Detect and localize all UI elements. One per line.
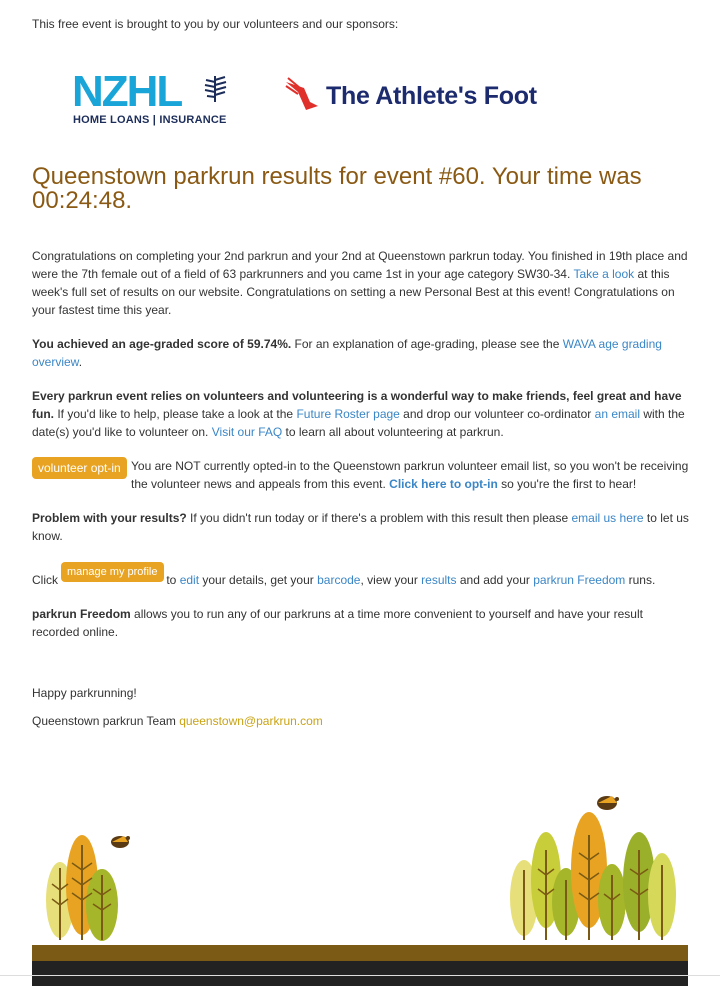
right-tree-cluster xyxy=(510,812,676,940)
nzhl-logo[interactable] xyxy=(72,67,232,130)
volunteer-text-b: and drop our volunteer co-ordinator xyxy=(399,407,595,421)
age-grade-paragraph xyxy=(32,335,692,371)
problem-text-end: to let us know. xyxy=(32,511,689,543)
volunteer-text-d: to learn all about volunteering at parkrun. xyxy=(282,425,504,439)
volunteer-heading: Every parkrun event relies on volunteers and volunteering is a wonderful way to make friends, feel great and have fun. xyxy=(32,389,682,421)
take-a-look-link[interactable]: Take a look xyxy=(573,267,635,281)
profile-text-d: runs. xyxy=(625,573,656,587)
volunteer-paragraph xyxy=(32,387,692,441)
sponsor-logos xyxy=(32,60,672,140)
fern-icon xyxy=(202,74,228,104)
results-summary-text-end: at this week's full set of results on our website. Congratulations on setting a new Personal Best at this event! Congratulations on your fastest time this year. xyxy=(32,267,675,317)
left-bird-icon xyxy=(111,836,130,848)
footer-band xyxy=(32,945,688,961)
opt-in-text: You are NOT currently opted-in to the Queenstown parkrun volunteer email list, so you won't be receiving the volunteer news and appeals from this event. xyxy=(131,459,689,491)
freedom-paragraph xyxy=(32,605,692,641)
happy-parkrunning: Happy parkrunning! xyxy=(32,686,137,700)
footer-dark-bar xyxy=(32,961,688,986)
problem-paragraph xyxy=(32,509,692,545)
volunteer-opt-in-button[interactable]: volunteer opt-in xyxy=(32,457,127,479)
coordinator-email-link[interactable]: an email xyxy=(594,407,640,421)
age-grade-period: . xyxy=(78,355,83,369)
future-roster-link[interactable]: Future Roster page xyxy=(296,407,400,421)
email-us-link[interactable]: email us here xyxy=(571,511,644,525)
left-tree-cluster xyxy=(46,835,118,941)
age-grade-score: You achieved an age-graded score of 59.74%. xyxy=(32,337,292,351)
sponsor-intro: This free event is brought to you by our volunteers and our sponsors: xyxy=(32,17,399,31)
team-email-link[interactable]: queenstown@parkrun.com xyxy=(179,714,323,728)
faq-link[interactable]: Visit our FAQ xyxy=(211,425,283,439)
opt-in-paragraph xyxy=(131,457,691,493)
opt-in-link[interactable]: Click here to opt-in xyxy=(389,477,498,491)
opt-in-text-end: so you're the first to hear! xyxy=(497,477,637,491)
wing-foot-icon xyxy=(284,76,324,116)
age-grade-text: For an explanation of age-grading, please see the xyxy=(291,337,563,351)
results-link[interactable]: results xyxy=(421,573,457,587)
profile-to-text: to xyxy=(163,573,180,587)
results-headline: Queenstown parkrun results for event #60. Your time was 00:24:48. xyxy=(32,163,642,214)
freedom-text: allows you to run any of our parkruns at a time more convenient to yourself and have your result recorded online. xyxy=(32,607,643,639)
volunteer-text-c: with the date(s) you'd like to volunteer on. xyxy=(32,407,685,439)
profile-text-a: your details, get your xyxy=(199,573,318,587)
barcode-link[interactable]: barcode xyxy=(317,573,361,587)
right-bird-icon xyxy=(597,796,619,810)
volunteer-text-a: If you'd like to help, please take a look at the xyxy=(54,407,297,421)
profile-text-c: and add your xyxy=(456,573,534,587)
nzhl-logo-subtitle: HOME LOANS | INSURANCE xyxy=(73,114,227,126)
manage-profile-button[interactable]: manage my profile xyxy=(61,562,164,582)
profile-text-b: , view your xyxy=(360,573,422,587)
freedom-heading: parkrun Freedom xyxy=(32,607,131,621)
parkrun-freedom-link[interactable]: parkrun Freedom xyxy=(533,573,626,587)
problem-heading: Problem with your results? xyxy=(32,511,187,525)
nzhl-logo-letters: NZHL xyxy=(72,67,182,116)
results-summary-text: Congratulations on completing your 2nd parkrun and your 2nd at Queenstown parkrun today. You finished in 19th place and were the 7th female out of a field of 63 parkrunners and you came 1st in your age category SW30-34. xyxy=(32,249,688,281)
team-name: Queenstown parkrun Team xyxy=(32,714,180,728)
bottom-rule xyxy=(0,975,720,976)
profile-click-text: Click xyxy=(32,573,58,587)
athletes-foot-name: The Athlete's Foot xyxy=(326,82,537,110)
athletes-foot-logo[interactable] xyxy=(284,76,584,116)
results-summary xyxy=(32,247,692,319)
edit-link[interactable]: edit xyxy=(179,573,200,587)
problem-text: If you didn't run today or if there's a problem with this result then please xyxy=(186,511,572,525)
wava-link[interactable]: WAVA age grading overview xyxy=(32,337,662,369)
team-signoff xyxy=(32,712,692,730)
